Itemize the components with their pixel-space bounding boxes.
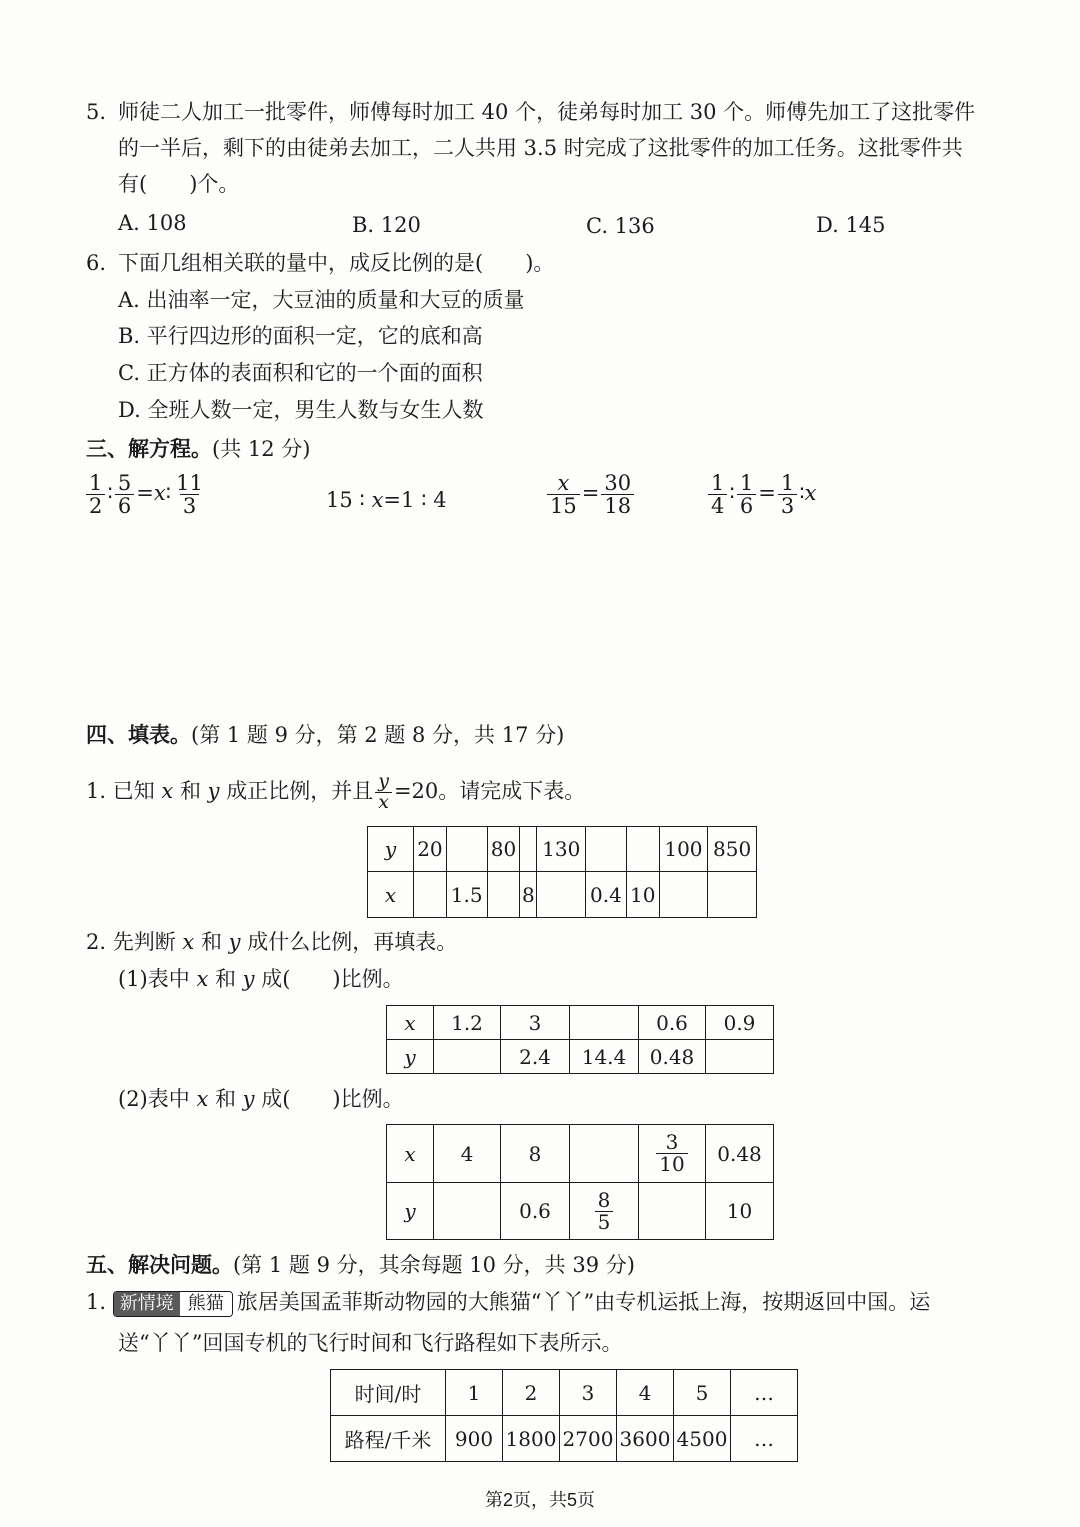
s4-q2-t1-cell-x-label: x [404,1010,416,1035]
section-5-score: (第 1 题 9 分，其余每题 10 分，共 39 分) [233,1253,635,1277]
s4-q1-cell: 100 [659,827,708,872]
s5-table-cell: 4 [617,1370,674,1416]
s5-table-cell: 5 [674,1370,731,1416]
s4-q1-cell [520,827,537,872]
s4-q1-frac-y: y [378,770,389,792]
s5-table-cell: 1800 [503,1416,560,1462]
s4-q2-t2-cell-x-label: x [404,1141,416,1166]
s4-q2-table1 [386,1005,774,1074]
s4-q2-post: 成什么比例，再填表。 [247,930,458,954]
s4-q1-x: x [161,778,174,803]
s4-q2-sub2-y: y [242,1087,255,1111]
s4-q2-t2-cell: 10 [706,1183,774,1240]
section-4-title: 四、填表。 [86,722,191,747]
eq4-den3: 3 [778,494,797,517]
eq3-equals: = [581,481,600,506]
eq1-colon2: ∶ [165,481,172,506]
s4-q2-t2-frac-num: 8 [597,1187,611,1212]
page-footer: 第2页，共5页 [484,1490,596,1510]
s4-q2-t2-cell: 0.48 [706,1125,774,1183]
s4-q2-sub2-post: 成( )比例。 [261,1087,404,1111]
s4-q1-cell [446,827,487,872]
s4-q1-cell [537,872,586,918]
s4-q1-pre: 已知 [112,778,155,803]
situation-tag [113,1291,233,1317]
q6-option-c: C. 正方体的表面积和它的一个面的面积 [118,361,483,385]
eq1-num1: 1 [89,471,103,495]
section-3-title: 三、解方程。 [86,436,212,461]
situation-tag-topic: 熊猫 [180,1292,232,1316]
section-3-heading [86,436,310,462]
situation-tag-label: 新情境 [114,1292,180,1316]
s5-q1-line2: 送“丫丫”回国专机的飞行时间和飞行路程如下表所示。 [118,1331,623,1355]
s4-q2-sub2-x: x [196,1087,209,1111]
eq2-a: 15 [326,488,353,512]
s4-q2-t2-cell [639,1183,706,1240]
eq1-colon1: ∶ [107,481,113,506]
s4-q2-t2-frac-den: 10 [656,1153,687,1175]
s4-q2-y: y [228,930,241,954]
s4-q1-cell-y-label: y [384,837,397,861]
q5-line1: 师徒二人加工一批零件，师傅每时加工 40 个，徒弟每时加工 30 个。师傅先加工了这批零件 [118,100,976,124]
s4-q2-t2-cell-fraction [570,1183,639,1240]
s4-q1-cell: 1.5 [446,872,487,918]
s4-q1-and: 和 [179,778,201,803]
q5-option-d: D. 145 [816,213,886,237]
s4-q2-t1-cell: 0.48 [639,1040,706,1074]
s4-q2-t1-cell [706,1040,774,1074]
eq4-var: x [804,481,817,506]
s4-q1-mid: 成正比例，并且 [226,778,374,803]
s4-q2-t1-cell: 14.4 [570,1040,639,1074]
eq2-var: x [371,488,384,512]
equation-1 [84,472,208,517]
s5-table-header-time: 时间/时 [331,1370,446,1416]
s4-q2-t2-cell: 0.6 [501,1183,570,1240]
s4-q1-cell: 850 [708,827,757,872]
s5-table-cell: 3600 [617,1416,674,1462]
s4-q1-number: 1. [86,778,107,803]
s4-q1-y: y [207,778,220,803]
section-4-heading [86,722,564,748]
eq4-equals: = [758,481,776,506]
eq3-num2: 30 [604,471,632,495]
s4-q2-t2-cell [570,1125,639,1183]
s4-q1-cell: 20 [414,827,447,872]
s4-q2-sub1 [118,967,404,992]
s4-q2-t2-cell-fraction [639,1125,706,1183]
s4-q2-t2-cell [434,1183,501,1240]
q6-stem: 下面几组相关联的量中，成反比例的是( )。 [118,251,555,275]
s4-q2-t1-cell: 1.2 [434,1006,501,1040]
s4-q2-sub2 [118,1087,404,1112]
q6-option-a: A. 出油率一定，大豆油的质量和大豆的质量 [118,288,525,312]
s4-q1-cell: 80 [487,827,520,872]
s4-q2-sub1-and: 和 [214,967,236,991]
s4-q2-number: 2. [86,930,107,954]
s4-q2-sub2-pre: (2)表中 [118,1087,190,1111]
s4-q2-sub1-x: x [196,967,209,991]
s4-q1-cell [487,872,520,918]
s5-table-cell: 2700 [560,1416,617,1462]
s4-q1-cell [659,872,708,918]
equation-4 [706,472,817,517]
s4-q1-cell [708,872,757,918]
s4-q1-cell [626,827,659,872]
s4-q2-t1-cell [570,1006,639,1040]
s4-q2-t1-cell: 3 [501,1006,570,1040]
eq3-den: 15 [547,494,580,517]
s4-q2-t2-frac-den: 5 [595,1211,614,1233]
s4-q2-t1-cell: 0.6 [639,1006,706,1040]
s4-q1-cell: 10 [626,872,659,918]
s4-q2-t2-cell: 4 [434,1125,501,1183]
s5-q1-text1: 旅居美国孟菲斯动物园的大熊猫“丫丫”由专机运抵上海，按期返回中国。运 [236,1290,931,1314]
s5-table-cell: 4500 [674,1416,731,1462]
s4-q1-cell-x-label: x [384,882,397,907]
s4-q2-sub1-post: 成( )比例。 [261,967,404,991]
q6-option-d: D. 全班人数一定，男生人数与女生人数 [118,398,484,422]
s4-q2-table2 [386,1124,774,1240]
s4-q2-t2-cell: 8 [501,1125,570,1183]
s5-table-cell: 2 [503,1370,560,1416]
eq2-colon1: ∶ [359,488,365,512]
eq2-c: 4 [433,488,447,512]
eq4-num1: 1 [711,471,725,495]
q5-number: 5. [86,100,107,124]
s4-q1-cell: 130 [537,827,586,872]
q5-option-b: B. 120 [352,213,421,237]
s4-q2-t1-cell: 0.9 [706,1006,774,1040]
s4-q2-stem [86,930,457,955]
q5-option-a: A. 108 [118,211,187,235]
s4-q1-cell [586,827,627,872]
s4-q1-cell: 0.4 [586,872,627,918]
s4-q2-pre: 先判断 [112,930,176,954]
q5-line2: 的一半后，剩下的由徒弟去加工，二人共用 3.5 时完成了这批零件的加工任务。这批零件共 [118,136,963,160]
s5-table-header-distance: 路程/千米 [331,1416,446,1462]
eq2-equals: = [383,488,402,512]
section-4-score: (第 1 题 9 分，第 2 题 8 分，共 17 分) [191,723,565,747]
eq1-den2: 6 [115,494,134,517]
s5-q1-line1 [86,1290,930,1317]
eq4-den1: 4 [708,494,727,517]
q6-option-b: B. 平行四边形的面积一定，它的底和高 [118,324,483,348]
s5-q1-number: 1. [86,1290,107,1314]
eq4-num2: 1 [739,471,754,495]
section-3-score: (共 12 分) [212,437,311,461]
s4-q2-t1-cell: 2.4 [501,1040,570,1074]
s4-q1-stem [86,772,585,813]
eq4-colon1: ∶ [729,481,735,506]
eq4-colon2: ∶ [799,481,805,506]
eq1-equals: = [136,481,154,506]
section-5-heading [86,1252,635,1278]
q5-line3: 有( )个。 [118,172,240,196]
s4-q1-cell: 8 [520,872,537,918]
s4-q2-t2-cell-y-label: y [404,1199,416,1223]
eq2-b: 1 [401,488,415,512]
eq1-den3: 3 [180,494,199,517]
eq1-den1: 2 [86,494,105,517]
eq2-colon2: ∶ [421,488,427,512]
s4-q2-t2-frac-num: 3 [665,1130,679,1154]
s4-q2-t1-cell [434,1040,501,1074]
s4-q2-x: x [182,930,195,954]
eq1-var: x [153,481,166,506]
eq4-den2: 6 [737,494,756,517]
eq1-num3: 11 [176,471,203,495]
q5-option-c: C. 136 [586,214,655,238]
s4-q2-sub1-y: y [242,967,255,991]
s5-table-cell: 900 [446,1416,503,1462]
eq3-den2: 18 [601,494,634,517]
eq4-num3: 1 [780,471,795,495]
q6-number: 6. [86,251,107,275]
equation-3 [545,472,636,517]
s4-q2-sub1-pre: (1)表中 [118,967,190,991]
s4-q1-post: =20。请完成下表。 [393,778,586,803]
s4-q2-and: 和 [200,930,222,954]
eq1-num2: 5 [117,471,132,495]
s5-table-cell: … [731,1370,798,1416]
s5-table-cell: 1 [446,1370,503,1416]
s5-table-cell: 3 [560,1370,617,1416]
s5-table-cell: … [731,1416,798,1462]
s4-q1-cell [414,872,447,918]
section-5-title: 五、解决问题。 [86,1252,233,1277]
s5-q1-table [330,1369,798,1462]
s4-q1-frac-x: x [375,792,392,813]
equation-2 [326,488,447,513]
s4-q2-sub2-and: 和 [214,1087,236,1111]
eq3-num: x [557,471,570,495]
s4-q1-table [367,826,757,918]
s4-q2-t1-cell-y-label: y [404,1044,416,1069]
